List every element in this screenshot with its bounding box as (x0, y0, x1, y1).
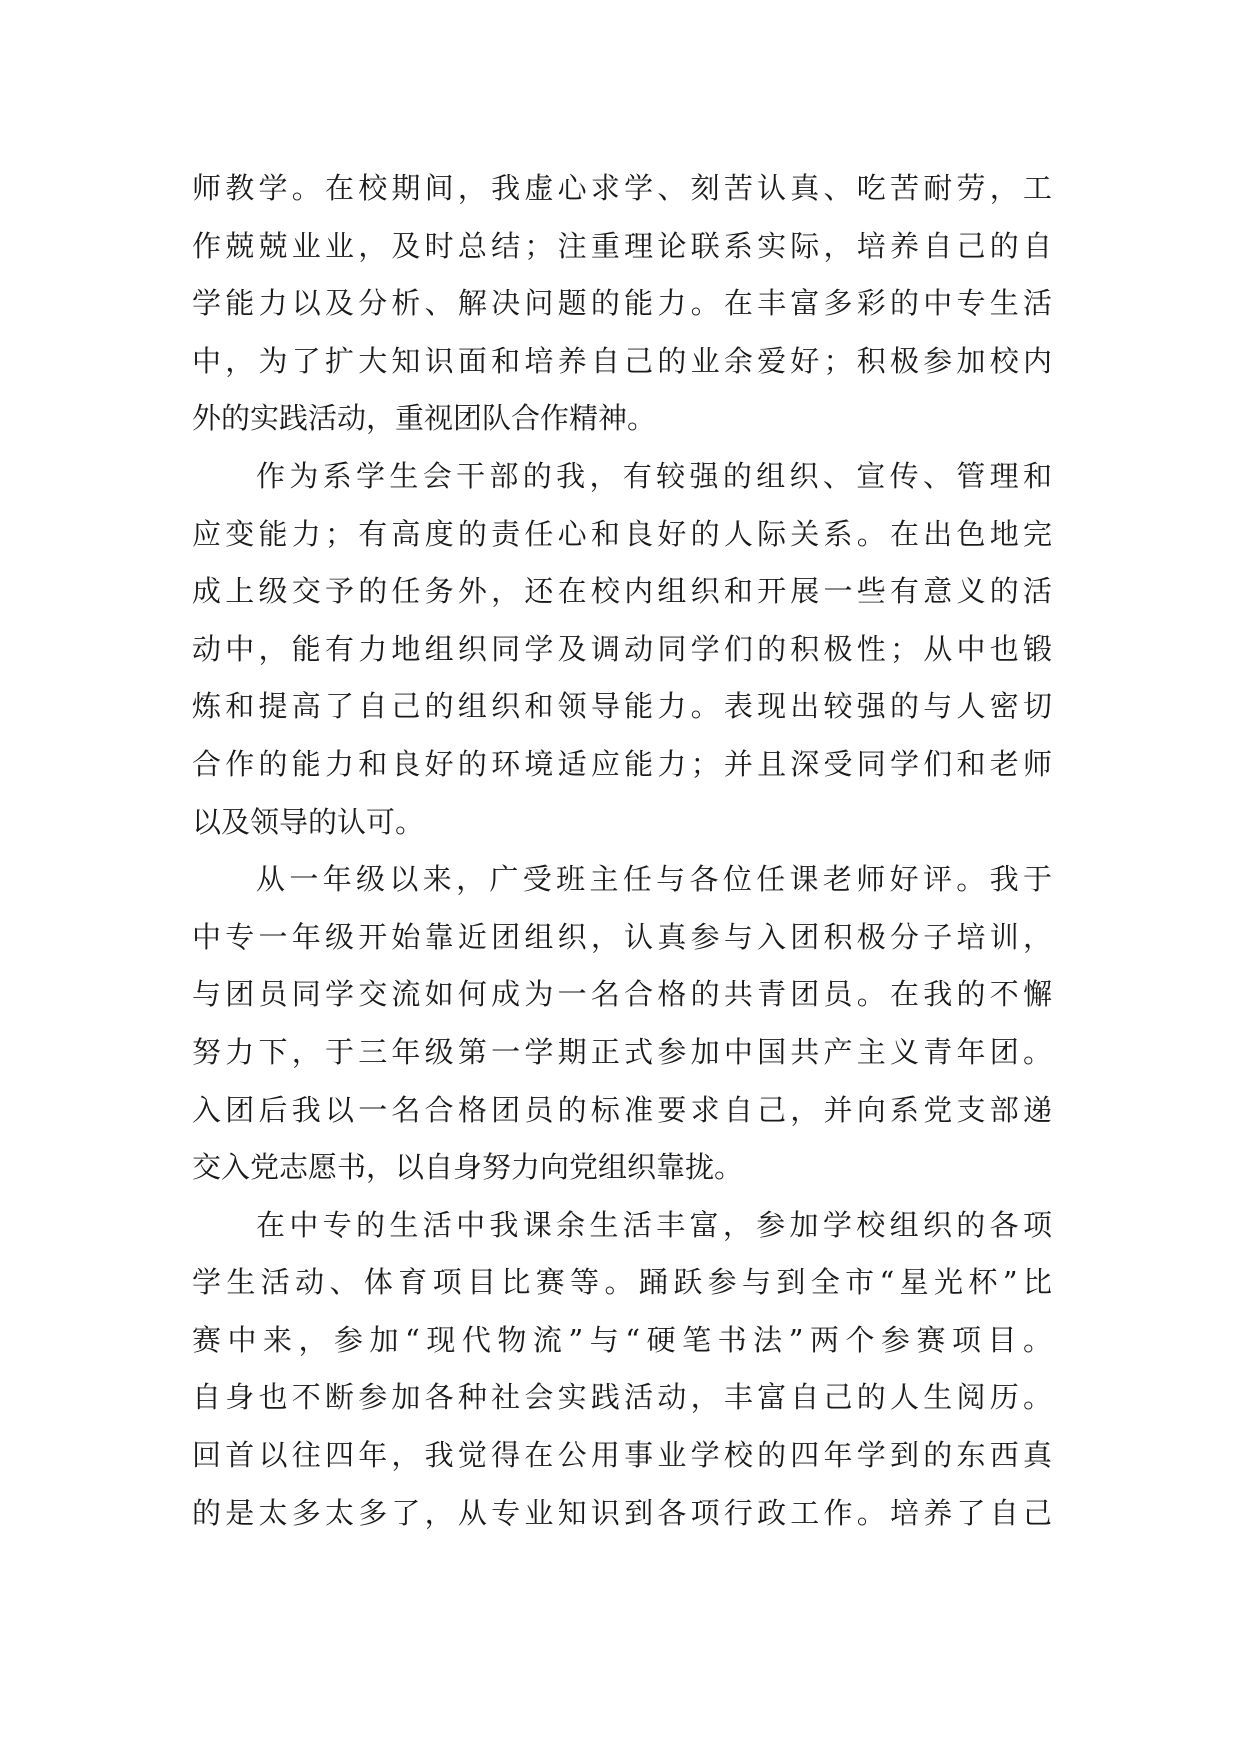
text-line: 自身也不断参加各种社会实践活动，丰富自己的人生阅历。 (192, 1380, 1052, 1415)
text-line: 成上级交予的任务外，还在校内组织和开展一些有意义的活 (192, 574, 1052, 609)
text-line: 炼和提高了自己的组织和领导能力。表现出较强的与人密切 (192, 689, 1052, 724)
text-line: 交入党志愿书，以自身努力向党组织靠拢。 (192, 1150, 744, 1185)
paragraph-first-line: 在中专的生活中我课余生活丰富，参加学校组织的各项 (256, 1207, 1052, 1242)
text-line: 回首以往四年，我觉得在公用事业学校的四年学到的东西真 (192, 1438, 1052, 1473)
text-line: 合作的能力和良好的环境适应能力；并且深受同学们和老师 (192, 746, 1052, 781)
text-line: 与团员同学交流如何成为一名合格的共青团员。在我的不懈 (192, 977, 1052, 1012)
text-line: 入团后我以一名合格团员的标准要求自己，并向系党支部递 (192, 1092, 1052, 1127)
text-line: 外的实践活动，重视团队合作精神。 (192, 401, 657, 436)
text-line: 中专一年级开始靠近团组织，认真参与入团积极分子培训， (192, 919, 1052, 954)
body-text (192, 160, 1052, 1542)
text-line: 学能力以及分析、解决问题的能力。在丰富多彩的中专生活 (192, 286, 1052, 321)
text-line: 赛中来，参加“现代物流”与“硬笔书法”两个参赛项目。 (192, 1322, 1052, 1357)
text-line: 努力下，于三年级第一学期正式参加中国共产主义青年团。 (192, 1034, 1052, 1069)
text-line: 中，为了扩大知识面和培养自己的业余爱好；积极参加校内 (192, 343, 1052, 378)
text-line: 作兢兢业业，及时总结；注重理论联系实际，培养自己的自 (192, 228, 1052, 263)
text-line: 动中，能有力地组织同学及调动同学们的积极性；从中也锻 (192, 631, 1052, 666)
text-line: 以及领导的认可。 (192, 804, 425, 839)
text-line: 的是太多太多了，从专业知识到各项行政工作。培养了自己 (192, 1495, 1052, 1530)
paragraph-first-line: 从一年级以来，广受班主任与各位任课老师好评。我于 (256, 862, 1052, 897)
text-line: 应变能力；有高度的责任心和良好的人际关系。在出色地完 (192, 516, 1052, 551)
text-line: 学生活动、体育项目比赛等。踊跃参与到全市“星光杯”比 (192, 1265, 1052, 1300)
paragraph-first-line: 作为系学生会干部的我，有较强的组织、宣传、管理和 (256, 458, 1052, 493)
text-line: 师教学。在校期间，我虚心求学、刻苦认真、吃苦耐劳，工 (192, 171, 1052, 205)
